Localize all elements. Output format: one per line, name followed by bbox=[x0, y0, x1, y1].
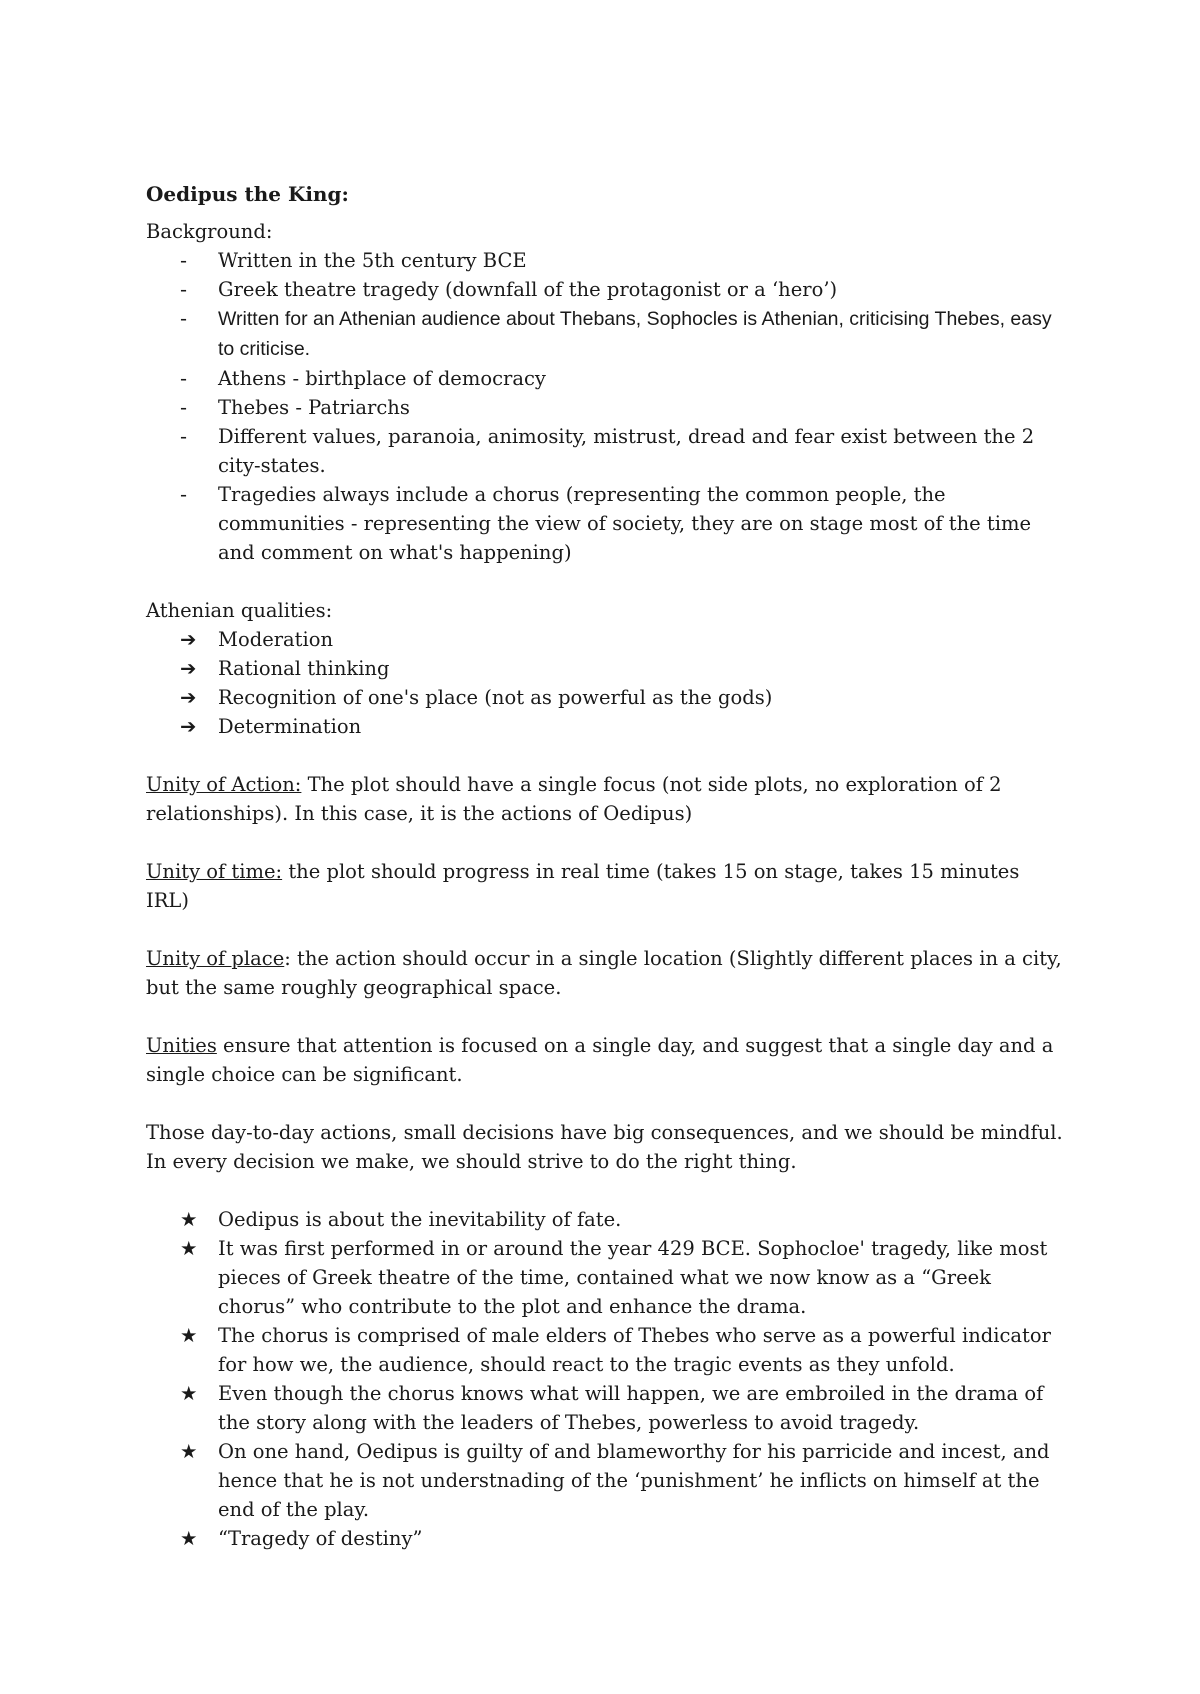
notes-list bbox=[146, 1205, 1066, 1553]
list-item: ★ “Tragedy of destiny” bbox=[146, 1524, 1066, 1553]
list-item: - Written in the 5th century BCE bbox=[146, 246, 1066, 275]
list-item: - Thebes - Patriarchs bbox=[146, 393, 1066, 422]
dash-marker: - bbox=[180, 249, 188, 272]
star-icon: ★ bbox=[180, 1237, 198, 1260]
list-item: - Athens - birthplace of democracy bbox=[146, 364, 1066, 393]
list-item: ★ The chorus is comprised of male elders of Thebes who serve as a powerful indicator for how we, the audience, should react to the tragic events as they unfold. bbox=[146, 1321, 1066, 1379]
dash-marker: - bbox=[180, 483, 188, 506]
dash-marker: - bbox=[180, 425, 188, 448]
document-title: Oedipus the King: bbox=[146, 182, 349, 206]
star-icon: ★ bbox=[180, 1324, 198, 1347]
unity-of-time-paragraph: Unity of time: the plot should progress in real time (takes 15 on stage, takes 15 minutes IRL) bbox=[146, 860, 1020, 912]
arrow-icon: ➔ bbox=[180, 628, 197, 651]
list-item: ★ On one hand, Oedipus is guilty of and blameworthy for his parricide and incest, and hence that he is not understnading of the ‘punishment’ he inflicts on himself at the end of the play. bbox=[146, 1437, 1066, 1524]
list-item: ➔ Moderation bbox=[146, 625, 1066, 654]
athenian-qualities-label: Athenian qualities: bbox=[146, 599, 333, 622]
unity-of-action-paragraph: Unity of Action: The plot should have a single focus (not side plots, no exploration of 2 relationships). In this case, it is the actions of Oedipus) bbox=[146, 773, 1002, 825]
background-list bbox=[146, 246, 1066, 567]
consequences-paragraph: Those day-to-day actions, small decisions have big consequences, and we should be mindful. In every decision we make, we should strive to do the right thing. bbox=[146, 1121, 1063, 1173]
star-icon: ★ bbox=[180, 1382, 198, 1405]
dash-marker: - bbox=[180, 367, 188, 390]
star-icon: ★ bbox=[180, 1208, 198, 1231]
document-page bbox=[146, 180, 1066, 1553]
list-item: - Different values, paranoia, animosity, mistrust, dread and fear exist between the 2 city-states. bbox=[146, 422, 1066, 480]
list-item: ★ It was first performed in or around the year 429 BCE. Sophocloe' tragedy, like most pieces of Greek theatre of the time, contained what we now know as a “Greek chorus” who contribute to the plot and enhance the drama. bbox=[146, 1234, 1066, 1321]
list-item: - Greek theatre tragedy (downfall of the protagonist or a ‘hero’) bbox=[146, 275, 1066, 304]
star-icon: ★ bbox=[180, 1527, 198, 1550]
athenian-qualities-list bbox=[146, 625, 1066, 741]
dash-marker: - bbox=[180, 278, 188, 301]
list-item: - Tragedies always include a chorus (representing the common people, the communities - representing the view of society, they are on stage most of the time and comment on what's happening) bbox=[146, 480, 1066, 567]
list-item: ★ Oedipus is about the inevitability of fate. bbox=[146, 1205, 1066, 1234]
unity-of-action-term: Unity of Action: bbox=[146, 773, 302, 796]
list-item: ★ Even though the chorus knows what will happen, we are embroiled in the drama of the story along with the leaders of Thebes, powerless to avoid tragedy. bbox=[146, 1379, 1066, 1437]
list-item: - Written for an Athenian audience about Thebans, Sophocles is Athenian, criticising Thebes, easy to criticise. bbox=[146, 304, 1066, 364]
unities-paragraph: Unities ensure that attention is focused on a single day, and suggest that a single day and a single choice can be significant. bbox=[146, 1034, 1054, 1086]
list-item: ➔ Recognition of one's place (not as powerful as the gods) bbox=[146, 683, 1066, 712]
list-item: ➔ Determination bbox=[146, 712, 1066, 741]
background-label: Background: bbox=[146, 220, 273, 243]
list-item: ➔ Rational thinking bbox=[146, 654, 1066, 683]
arrow-icon: ➔ bbox=[180, 715, 197, 738]
unity-of-place-paragraph: Unity of place: the action should occur in a single location (Slightly different places in a city, but the same roughly geographical space. bbox=[146, 947, 1062, 999]
dash-marker: - bbox=[180, 307, 188, 330]
star-icon: ★ bbox=[180, 1440, 198, 1463]
unity-of-place-term: Unity of place bbox=[146, 947, 285, 970]
unity-of-time-term: Unity of time: bbox=[146, 860, 283, 883]
arrow-icon: ➔ bbox=[180, 657, 197, 680]
arrow-icon: ➔ bbox=[180, 686, 197, 709]
dash-marker: - bbox=[180, 396, 188, 419]
unities-term: Unities bbox=[146, 1034, 217, 1057]
